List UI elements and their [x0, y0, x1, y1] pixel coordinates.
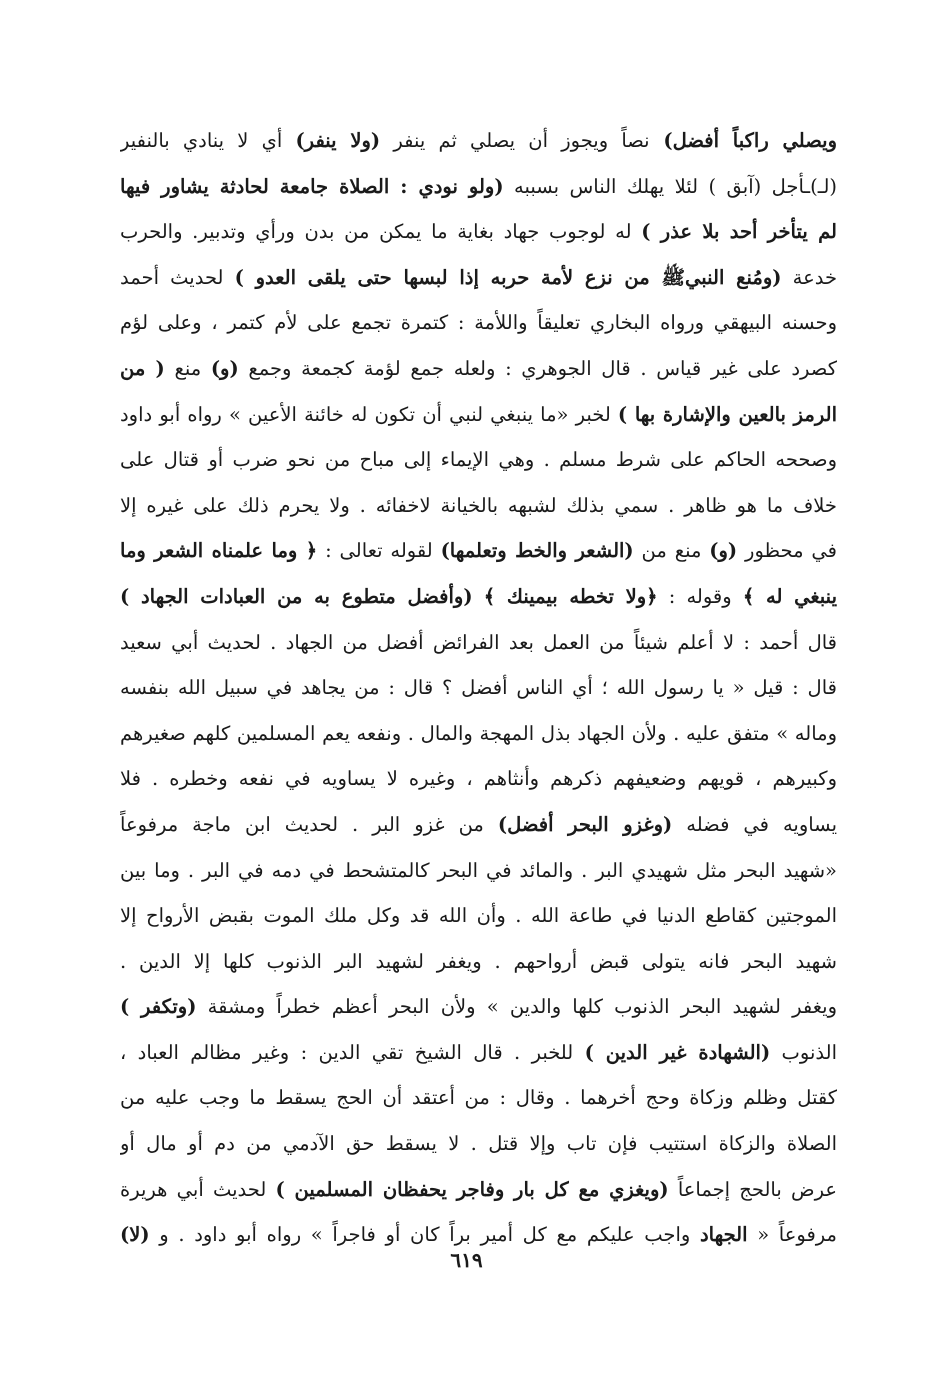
bold-text-segment: من نزع لأمة حربه إذا لبسها حتى يلقى العدو ) [234, 265, 662, 289]
text-segment: قال : قيل « يا رسول الله ؛ أي الناس أفضل ؟ قال : من يجاهد في سبيل الله بنفسه [120, 676, 837, 700]
bold-text-segment: (ومُنع النبيﷺ [661, 265, 782, 289]
text-segment: يساويه في فضله [672, 812, 837, 836]
text-line [120, 984, 837, 1030]
text-line [120, 1075, 837, 1121]
text-line [120, 665, 837, 711]
page-number: ٦١٩ [450, 1248, 483, 1272]
text-segment: لحديث أحمد [120, 265, 235, 289]
text-segment: عرض بالحج إجماعاً [668, 1177, 837, 1201]
bold-text-segment: (و) [709, 539, 738, 563]
text-line [120, 437, 837, 483]
text-line [120, 939, 837, 985]
text-line [120, 711, 837, 757]
text-segment: وحسنه البيهقي ورواه البخاري تعليقاً واللأمة : كتمرة تجمع على لأم كتمر ، وعلى لؤم [120, 311, 837, 335]
text-segment: الموجتين كقاطع الدنيا في طاعة الله . وأن الله قد وكل ملك الموت بقبض الأرواح إلا [120, 904, 837, 928]
text-segment: لخبر «ما ينبغي لنبي أن تكون له خائنة الأعين » رواه أبو داود [120, 402, 618, 426]
bold-text-segment: الجهاد [699, 1223, 748, 1247]
text-segment: منع من [633, 539, 710, 563]
text-segment: الذنوب [770, 1040, 837, 1064]
text-segment: ويغفر لشهيد البحر الذنوب كلها والدين » ولأن البحر أعظم خطراً ومشقة [196, 995, 837, 1019]
bold-text-segment: (و) [210, 356, 239, 380]
text-line [120, 1030, 837, 1076]
text-segment: من غزو البر . لحديث ابن ماجة مرفوعاً [120, 812, 498, 836]
text-line [120, 528, 837, 574]
text-line [120, 255, 837, 301]
bold-text-segment: ويصلي راكباً أفضل) [649, 129, 837, 152]
text-line [120, 300, 837, 346]
text-segment: الصلاة والزكاة استتيب فإن تاب وإلا قتل . لا يسقط حق الآدمي من دم أو مال أو [120, 1132, 837, 1156]
text-segment: خدعة [781, 265, 837, 289]
bold-text-segment: (الشعر والخط وتعلمها) [440, 539, 634, 563]
bold-text-segment: الرمز بالعين والإشارة بها ) [617, 402, 837, 426]
text-line [120, 802, 837, 848]
bold-text-segment: (الشهادة غير الدين ) [584, 1040, 771, 1064]
text-line [120, 346, 837, 392]
text-segment [473, 585, 484, 608]
text-segment: للخبر . قال الشيخ تقي الدين : وغير مظالم العباد ، [120, 1040, 585, 1064]
text-segment: منع [164, 356, 211, 380]
text-segment: أي لا ينادي بالنفير [120, 129, 296, 152]
text-segment: قال أحمد : لا أعلم شيئاً من العمل بعد الفرائض أفضل من الجهاد . لحديث أبي سعيد [120, 630, 837, 654]
text-segment: وماله » متفق عليه . ولأن الجهاد بذل المهجة والمال . ونفعه يعم المسلمين كلهم صغيرهم [120, 721, 837, 745]
bold-text-segment: ينبغي له ﴾ [742, 584, 837, 608]
bold-text-segment: (ولا ينفر) [295, 129, 381, 152]
text-line [120, 164, 837, 210]
text-segment: له لوجوب جهاد بغاية ما يمكن من بدن ورأي وتدبير. والحرب [120, 220, 642, 244]
text-segment: وكبيرهم ، قويهم وضعيفهم ذكرهم وأنثاهم ، وغيره لا يساويه في نفعه وخطره . فلا [120, 767, 837, 791]
text-line [120, 848, 837, 894]
bold-text-segment: (وتكفر ) [120, 995, 197, 1019]
bold-text-segment: (ولو نودي : الصلاة جامعة لحادثة يشاور فيها [120, 174, 504, 198]
text-segment: شهيد البحر فانه يتولى قبض أرواحهم . ويغفر لشهيد البر الذنوب كلها إلا الدين . [120, 949, 837, 973]
bold-text-segment: (لا) [120, 1223, 150, 1247]
text-segment: واجب عليكم مع كل أمير براً كان أو فاجراً » رواه أبو داود . و [149, 1223, 700, 1247]
text-segment: لحديث أبي هريرة [120, 1177, 276, 1201]
text-segment: (لـ)ـأجل (آبق ) لئلا يهلك الناس بسببه [503, 174, 837, 198]
bold-text-segment: (وغزو البحر أفضل) [497, 812, 673, 836]
text-line [120, 392, 837, 438]
body-text [120, 118, 837, 1258]
text-segment: لقوله تعالى : [317, 539, 441, 563]
text-segment: «شهيد البحر مثل شهيدي البر . والمائد في البحر كالمتشحط في دمه في البر . وما بين [120, 858, 837, 882]
bold-text-segment: ﴿ولا تخطه بيمينك ﴾ [483, 584, 658, 608]
text-segment: كصرد على غير قياس . قال الجوهري : ولعله جمع لؤمة كجمعة وجمع [238, 356, 837, 380]
bold-text-segment: (ويغزي مع كل بار وفاجر يحفظان المسلمين ) [275, 1177, 669, 1201]
text-line [120, 209, 837, 255]
text-segment: وقوله : [657, 584, 743, 608]
text-line [120, 756, 837, 802]
text-segment: مرفوعاً « [747, 1223, 837, 1247]
text-line [120, 1167, 837, 1213]
bold-text-segment: (وأفضل متطوع به من العبادات الجهاد ) [120, 584, 473, 608]
text-segment: في محظور [737, 539, 837, 563]
text-segment: كقتل وظلم وزكاة وحج أخرهما . وقال : من أعتقد أن الحج يسقط ما وجب عليه من [120, 1086, 837, 1110]
text-line [120, 1121, 837, 1167]
text-segment: نصاً ويجوز أن يصلي ثم ينفر [380, 129, 650, 152]
text-segment: خلاف ما هو ظاهر . سمي بذلك لشبهه بالخيانة لاخفائه . ولا يحرم ذلك على غيره إلا [120, 493, 837, 517]
text-line [120, 574, 837, 620]
text-line [120, 483, 837, 529]
text-line [120, 620, 837, 666]
bold-text-segment: لم يتأخر أحد بلا عذر ) [641, 220, 837, 244]
text-segment: وصححه الحاكم على شرط مسلم . وهي الإيماء إلى مباح من نحو ضرب أو قتال على [120, 448, 837, 472]
bold-text-segment: ( من [120, 356, 165, 380]
text-line [120, 893, 837, 939]
bold-text-segment: ﴿ وما علمناه الشعر وما [120, 539, 318, 563]
text-line [120, 118, 837, 164]
